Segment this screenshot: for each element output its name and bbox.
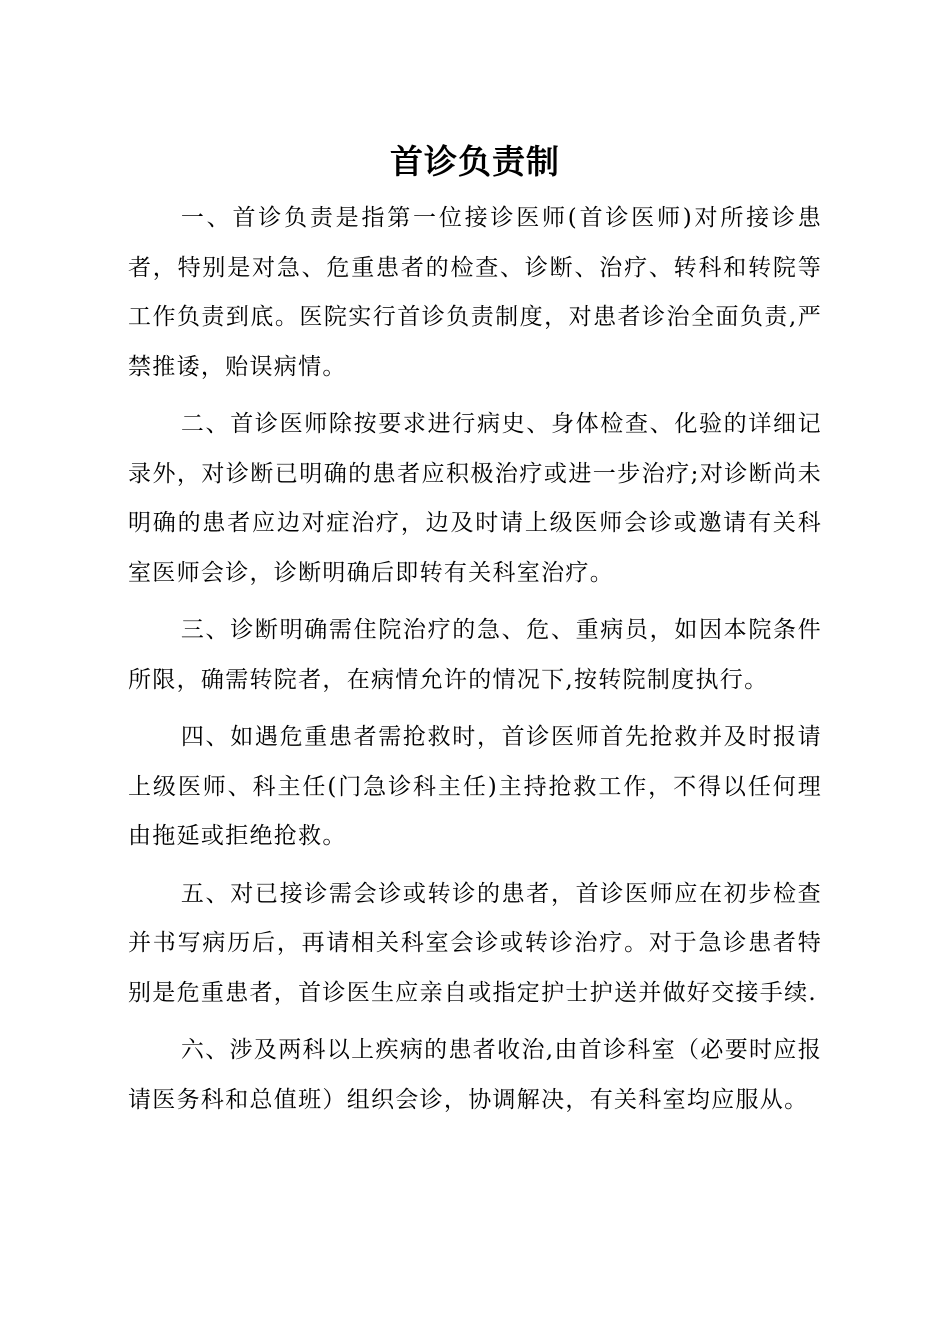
paragraph-5: 五、对已接诊需会诊或转诊的患者，首诊医师应在初步检查并书写病历后，再请相关科室会诊或转诊治疗。对于急诊患者特别是危重患者，首诊医生应亲自或指定护士护送并做好交接手续. [128, 880, 822, 1006]
document-body [128, 194, 822, 1133]
paragraph-3: 三、诊断明确需住院治疗的急、危、重病员，如因本院条件所限，确需转院者，在病情允许的情况下,按转院制度执行。 [128, 617, 822, 693]
paragraph-2: 二、首诊医师除按要求进行病史、身体检查、化验的详细记录外，对诊断已明确的患者应积极治疗或进一步治疗;对诊断尚未明确的患者应边对症治疗，边及时请上级医师会诊或邀请有关科室医师会诊，诊断明确后即转有关科室治疗。 [128, 411, 822, 586]
document-title: 首诊负责制 [390, 142, 560, 181]
paragraph-1: 一、首诊负责是指第一位接诊医师(首诊医师)对所接诊患者，特别是对急、危重患者的检查、诊断、治疗、转科和转院等工作负责到底。医院实行首诊负责制度，对患者诊治全面负责,严禁推诿，贻误病情。 [128, 205, 822, 380]
paragraph-4: 四、如遇危重患者需抢救时，首诊医师首先抢救并及时报请上级医师、科主任(门急诊科主任)主持抢救工作，不得以任何理由拖延或拒绝抢救。 [128, 724, 822, 849]
paragraph-6: 六、涉及两科以上疾病的患者收治,由首诊科室（必要时应报请医务科和总值班）组织会诊，协调解决，有关科室均应服从。 [128, 1037, 822, 1113]
